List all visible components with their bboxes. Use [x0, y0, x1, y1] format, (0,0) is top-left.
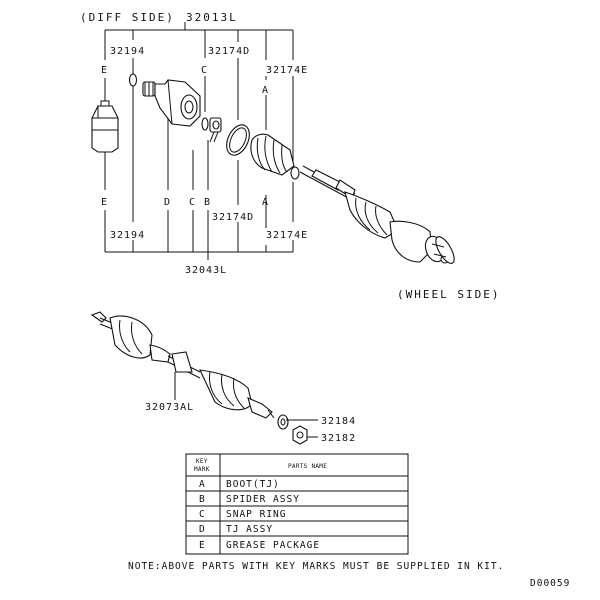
- boot-tj: [251, 134, 294, 175]
- part-number-32194-top: 32194: [110, 46, 146, 57]
- key-mark-a-bottom: A: [262, 197, 270, 208]
- part-number-32073al: 32073AL: [145, 402, 195, 413]
- key-mark-b-bottom: B: [204, 197, 212, 208]
- nut-32182: [293, 426, 307, 444]
- part-number-32194-bottom: 32194: [110, 230, 146, 241]
- drive-shaft-upper: [300, 166, 458, 266]
- table-row-name: SNAP RING: [226, 509, 287, 520]
- key-mark-d-bottom: D: [164, 197, 172, 208]
- table-row-name: GREASE PACKAGE: [226, 540, 321, 551]
- snap-ring-left: [130, 74, 137, 86]
- table-row-name: BOOT(TJ): [226, 479, 280, 490]
- wheel-side-label: (WHEEL SIDE): [397, 288, 501, 301]
- snap-ring-inner: [202, 118, 208, 130]
- table-row-name: SPIDER ASSY: [226, 494, 300, 505]
- tj-assy-housing: [143, 80, 200, 126]
- part-number-32182: 32182: [321, 433, 357, 444]
- key-mark-e-top: E: [101, 65, 109, 76]
- table-header-parts-name: PARTS NAME: [288, 463, 328, 470]
- table-row-key: D: [199, 524, 206, 535]
- part-number-32174d-bottom: 32174D: [212, 212, 255, 223]
- table-header-key: KEY: [196, 458, 208, 465]
- part-number-32174d-top: 32174D: [208, 46, 251, 57]
- diagram-code: D00059: [530, 578, 571, 589]
- key-mark-a-top: A: [262, 85, 270, 96]
- table-row-key: A: [199, 479, 206, 490]
- diff-side-label: (DIFF SIDE): [80, 11, 175, 24]
- part-number-32184: 32184: [321, 416, 357, 427]
- table-row-name: TJ ASSY: [226, 524, 274, 535]
- part-number-32013l: 32013L: [186, 11, 238, 24]
- table-row-key: B: [199, 494, 206, 505]
- key-mark-table: [186, 454, 408, 554]
- key-mark-e-bottom: E: [101, 197, 109, 208]
- part-number-32174e-top: 32174E: [266, 65, 309, 76]
- key-mark-c-top: C: [201, 65, 209, 76]
- table-row-key: E: [199, 540, 206, 551]
- boot-band-large: [222, 121, 254, 158]
- washer-32184: [278, 415, 288, 429]
- table-row-key: C: [199, 509, 206, 520]
- table-header-mark: MARK: [194, 466, 210, 473]
- part-number-32174e-bottom: 32174E: [266, 230, 309, 241]
- part-number-32043l: 32043L: [185, 265, 228, 276]
- key-mark-c-bottom: C: [189, 197, 197, 208]
- grease-package: [92, 101, 118, 152]
- kit-note: NOTE:ABOVE PARTS WITH KEY MARKS MUST BE SUPPLIED IN KIT.: [128, 561, 505, 572]
- spider-assy: [210, 118, 221, 142]
- boot-band-small: [291, 167, 299, 179]
